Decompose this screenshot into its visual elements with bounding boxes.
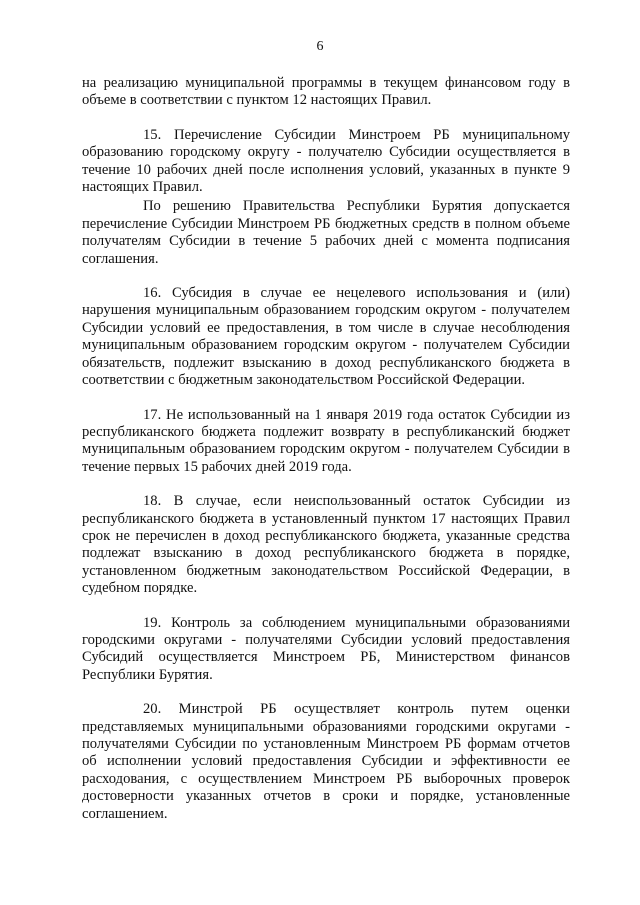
paragraph-continuation: на реализацию муниципальной программы в текущем финансовом году в объеме в соответствии с пунктом 12 настоящих Правил. (82, 75, 570, 109)
paragraph-18: 18. В случае, если неиспользованный остаток Субсидии из республиканского бюджета в установленный пунктом 17 настоящих Правил срок не перечислен в доход республиканского бюджета, указанные средства подлежат взысканию в доход республиканского бюджета в порядке, установленном бюджетным законодательством Российской Федерации, в судебном порядке. (82, 493, 570, 597)
paragraph-15: 15. Перечисление Субсидии Минстроем РБ муниципальному образованию городскому округу - получателю Субсидии осуществляется в течение 10 рабочих дней после исполнения условий, указанных в пункте 9 настоящих Правил. (82, 126, 570, 196)
paragraph-20: 20. Минстрой РБ осуществляет контроль путем оценки представляемых муниципальными образованиями городскими округами - получателями Субсидии по установленным Минстроем РБ формам отчетов об исполнении условий предоставления Субсидии и эффективности ее расходования, с осуществлением Минстроем РБ выборочных проверок достоверности указанных отчетов в сроки и порядке, установленные соглашением. (82, 701, 570, 822)
page-number: 6 (316, 39, 324, 54)
paragraph-17: 17. Не использованный на 1 января 2019 года остаток Субсидии из республиканского бюджета подлежит возврату в республиканский бюджет муниципальным образованием городским округом - получателем Субсидии в течение первых 15 рабочих дней 2019 года. (82, 406, 570, 475)
paragraph-15-government-decision: По решению Правительства Республики Бурятия допускается перечисление Субсидии Минстроем РБ бюджетных средств в полном объеме получателям Субсидии в течение 5 рабочих дней с момента подписания соглашения. (82, 198, 570, 267)
document-body (82, 75, 570, 823)
paragraph-16: 16. Субсидия в случае ее нецелевого использования и (или) нарушения муниципальным образованием городским округом - получателем Субсидии условий ее предоставления, в том числе в случае несоблюдения муниципальным образованием городским округом - получателем Субсидии обязательств, подлежит взысканию в доход республиканского бюджета в соответствии с бюджетным законодательством Российской Федерации. (82, 285, 570, 389)
paragraph-19: 19. Контроль за соблюдением муниципальными образованиями городскими округами - получателями Субсидии условий предоставления Субсидий осуществляется Минстроем РБ, Министерством финансов Республики Бурятия. (82, 614, 570, 683)
